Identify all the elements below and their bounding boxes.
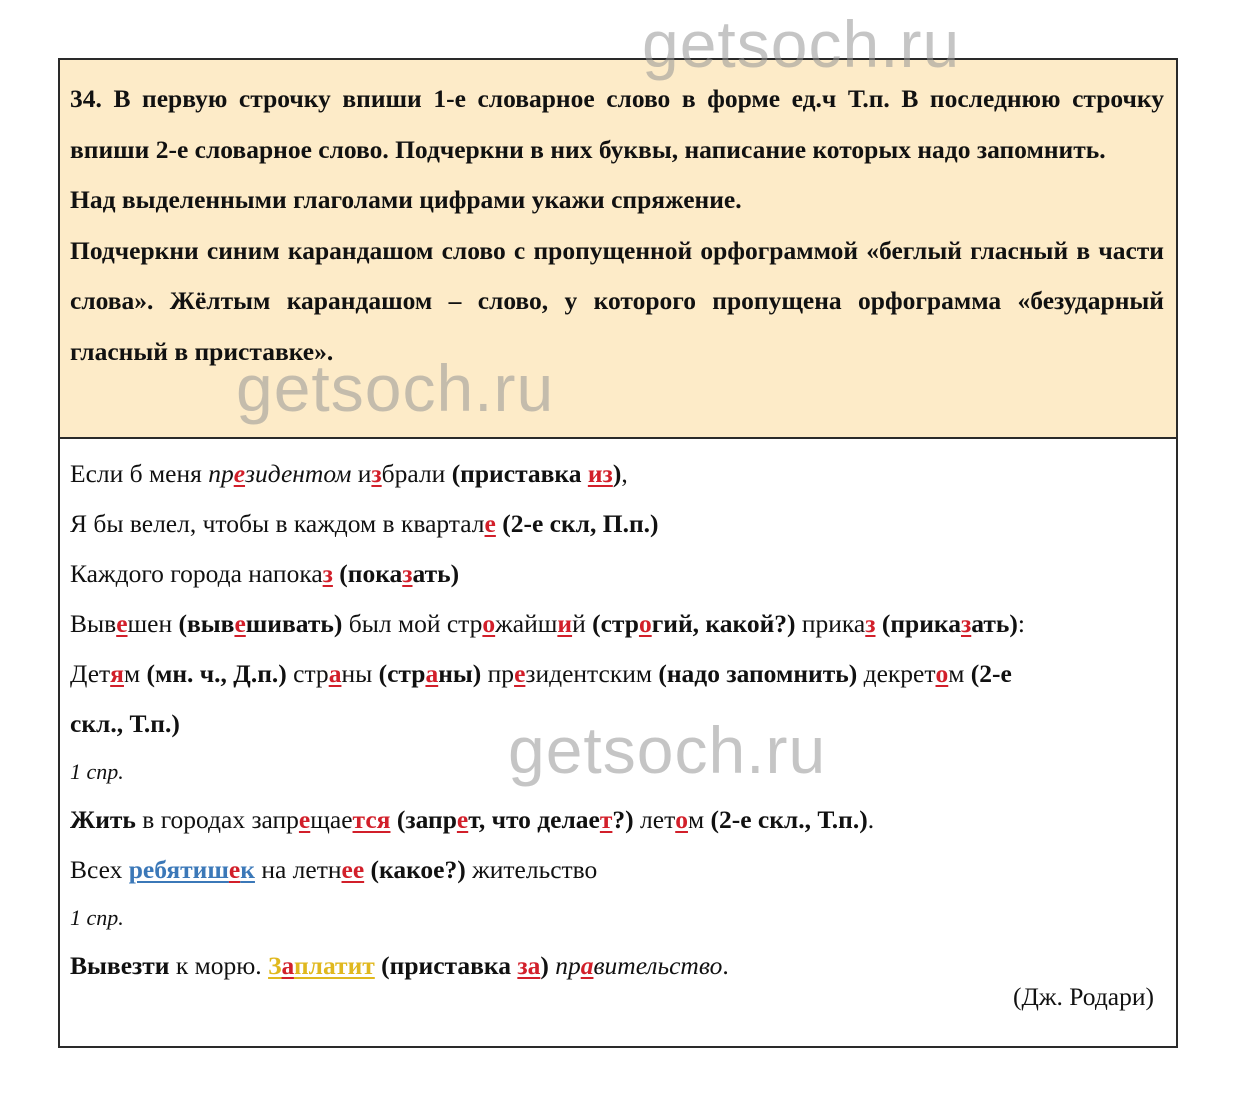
task-block <box>60 60 1176 439</box>
note-bold: (какое?) <box>370 855 466 884</box>
text: жительство <box>465 855 598 884</box>
text: Каждого города напока <box>70 559 323 588</box>
highlight-letter: з <box>865 609 876 638</box>
note-bold: (мн. ч., Д.п.) <box>146 659 287 688</box>
text: : <box>1017 609 1025 638</box>
highlight-letter: из <box>587 459 613 488</box>
highlight-letter: е <box>233 459 246 488</box>
answer-line-9 <box>70 941 1164 991</box>
note-bold: (надо запомнить) <box>658 659 858 688</box>
note-bold: ) <box>612 459 622 488</box>
answer-line-2 <box>70 499 1164 549</box>
highlight-letter: е <box>116 609 128 638</box>
note-bold: ?) <box>612 805 634 834</box>
text: Всех <box>70 855 129 884</box>
answer-line-1 <box>70 449 1164 499</box>
answer-line-4 <box>70 599 1164 649</box>
text: жайш <box>495 609 558 638</box>
highlight-letter: з <box>961 609 972 638</box>
note-bold: (выв <box>178 609 235 638</box>
note-bold: (2-е скл, П.п.) <box>495 509 659 538</box>
note-bold: ны) <box>438 659 482 688</box>
highlight-letter: е <box>234 609 246 638</box>
note-bold: шивать) <box>245 609 343 638</box>
watermark-middle: getsoch.ru <box>236 351 555 425</box>
text: в городах запр <box>135 805 299 834</box>
task-paragraph-2: Над выделенными глаголами цифрами укажи спряжение. <box>70 185 742 214</box>
highlight-letter: з <box>402 559 413 588</box>
text: ны <box>341 659 379 688</box>
answer-line-6: скл., Т.п.) <box>70 709 180 738</box>
note-bold: ать) <box>971 609 1018 638</box>
word-part: зидентом <box>245 459 352 488</box>
text: м <box>123 659 147 688</box>
highlight-letter: о <box>638 609 652 638</box>
word-part: пр <box>555 951 581 980</box>
text: й <box>572 609 593 638</box>
note-bold: гий, какой?) <box>651 609 796 638</box>
highlight-letter: е <box>298 805 311 834</box>
text: , <box>621 459 628 488</box>
answer-line-7 <box>70 795 1164 845</box>
blue-underlined-word: к <box>240 855 255 884</box>
conjugation-note-1: 1 спр. <box>70 759 124 784</box>
note-bold: (запр <box>396 805 457 834</box>
yellow-underlined-word: платит <box>293 951 375 980</box>
text: к морю. <box>169 951 269 980</box>
note-bold: (2-е скл., Т.п.) <box>710 805 868 834</box>
text: брали <box>381 459 452 488</box>
text: щае <box>310 805 353 834</box>
text: и <box>351 459 372 488</box>
note-bold: (2-е <box>970 659 1012 688</box>
text: Дет <box>70 659 111 688</box>
highlight-letter: а <box>328 659 342 688</box>
highlight-letter: о <box>675 805 688 834</box>
highlight-letter: а <box>580 951 594 980</box>
text: стр <box>286 659 329 688</box>
author-attribution: (Дж. Родари) <box>1013 982 1154 1011</box>
highlight-letter: е <box>456 805 469 834</box>
word-part: вительство <box>593 951 723 980</box>
task-paragraph-1: 34. В первую строчку впиши 1-е словарное слово в форме ед.ч Т.п. В последнюю строчку впиши 2-е словарное слово. Подчеркни в них буквы, написание которых надо запомнить. <box>70 84 1164 164</box>
text: декрет <box>857 659 936 688</box>
text: был мой стр <box>342 609 483 638</box>
text: м <box>687 805 711 834</box>
answer-line-5 <box>70 649 1164 699</box>
text: . <box>867 805 875 834</box>
highlight-letter: е <box>228 855 241 884</box>
verb-bold: Вывезти <box>70 951 170 980</box>
text: м <box>948 659 971 688</box>
highlight-letter: т <box>599 805 613 834</box>
highlight-letter: а <box>425 659 439 688</box>
exercise-card <box>58 58 1178 1048</box>
note-bold: ) <box>540 951 549 980</box>
text: шен <box>127 609 179 638</box>
yellow-underlined-word: З <box>268 951 282 980</box>
highlight-letter: я <box>110 659 124 688</box>
note-bold: (стр <box>592 609 639 638</box>
answer-line-3 <box>70 549 1164 599</box>
watermark-lower: getsoch.ru <box>508 713 827 787</box>
text: Выв <box>70 609 117 638</box>
note-bold: (приставка <box>451 459 588 488</box>
answer-line-8 <box>70 845 1164 895</box>
highlight-letter: а <box>281 951 294 980</box>
verb-bold: Жить <box>70 805 136 834</box>
text: зидентским <box>525 659 659 688</box>
highlight-letter: и <box>557 609 573 638</box>
highlight-letter: ее <box>341 855 365 884</box>
text: Если б меня <box>70 459 209 488</box>
highlight-letter: тся <box>352 805 391 834</box>
highlight-letter: о <box>935 659 949 688</box>
note-bold: (прика <box>881 609 961 638</box>
highlight-letter: е <box>514 659 526 688</box>
highlight-letter: з <box>371 459 382 488</box>
blue-underlined-word: ребятиш <box>128 855 229 884</box>
highlight-letter: за <box>517 951 541 980</box>
text: пр <box>481 659 515 688</box>
task-paragraph-3: Подчеркни синим карандашом слово с пропущенной орфограммой «беглый гласный в части слова». Жёлтым карандашом – слово, у которого пропущена орфограмма «безударный гласный в приставке». <box>70 235 1164 366</box>
text: на летн <box>254 855 342 884</box>
note-bold: ать) <box>412 559 460 588</box>
note-bold: (приставка <box>381 951 518 980</box>
word-part: пр <box>208 459 234 488</box>
note-bold: т, что делае <box>468 805 600 834</box>
highlight-letter: о <box>482 609 496 638</box>
highlight-letter: з <box>322 559 333 588</box>
note-bold: (стр <box>378 659 426 688</box>
conjugation-note-2: 1 спр. <box>70 905 124 930</box>
text: лет <box>633 805 676 834</box>
note-bold: (пока <box>332 559 403 588</box>
text: Я бы велел, чтобы в каждом в квартал <box>70 509 485 538</box>
watermark-top: getsoch.ru <box>642 7 961 81</box>
text: . <box>722 951 729 980</box>
highlight-letter: е <box>484 509 496 538</box>
text: прика <box>795 609 866 638</box>
answer-block <box>60 439 1176 1046</box>
